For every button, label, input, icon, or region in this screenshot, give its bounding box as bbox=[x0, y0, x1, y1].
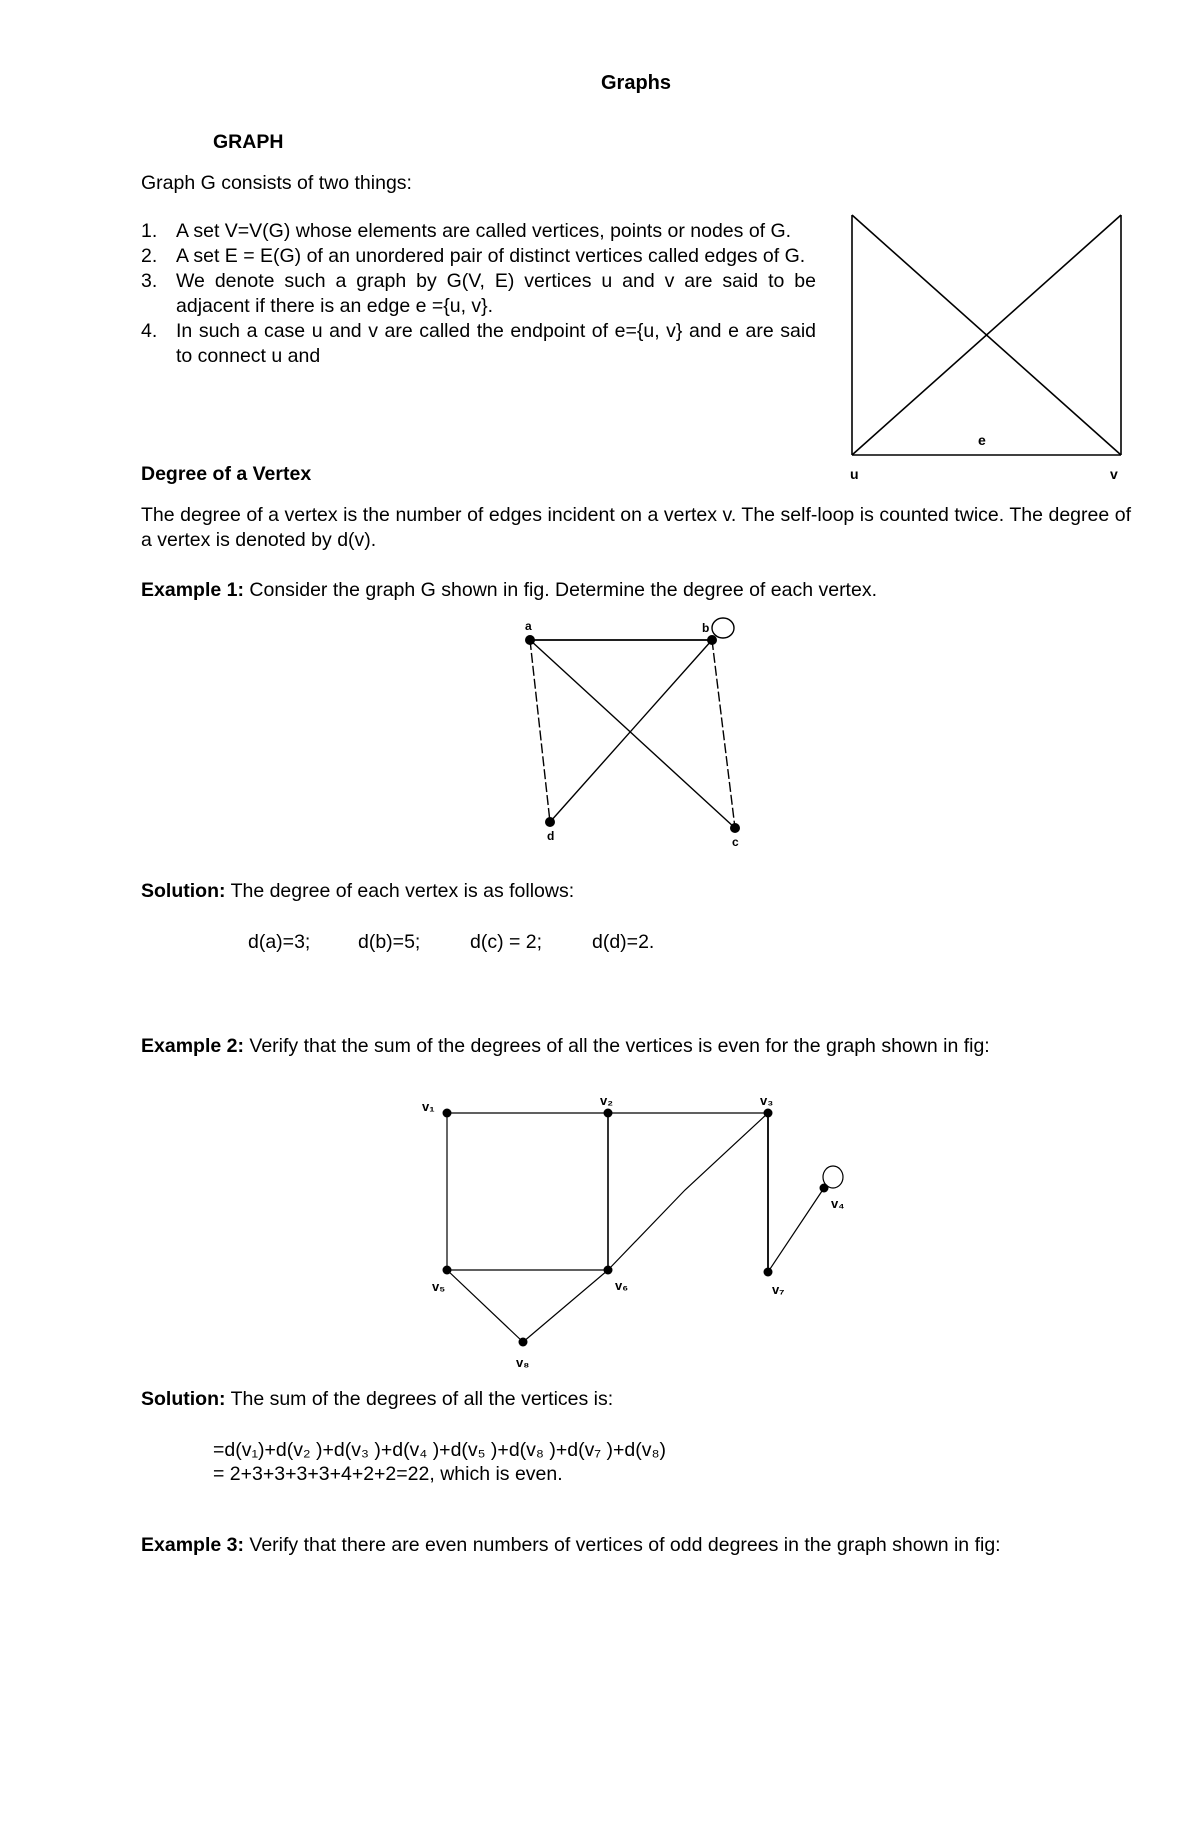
definitions-list bbox=[141, 219, 816, 369]
vertex-label-v7: v₇ bbox=[772, 1282, 785, 1297]
vertex-a bbox=[525, 635, 535, 645]
list-item-text: We denote such a graph by G(V, E) vertices u and v are said to be adjacent if there is an edge e ={u, v}. bbox=[176, 270, 816, 317]
list-number: 1. bbox=[141, 220, 158, 242]
vertex-label-v3: v₃ bbox=[760, 1093, 774, 1108]
self-loop-b bbox=[712, 618, 734, 638]
example1-text: Consider the graph G shown in fig. Determine the degree of each vertex. bbox=[249, 579, 877, 601]
section-heading: GRAPH bbox=[213, 131, 284, 153]
intro-text: Graph G consists of two things: bbox=[141, 172, 412, 194]
degree-definition: The degree of a vertex is the number of edges incident on a vertex v. The self-loop is counted twice. The degree of a vertex is denoted by d(v). bbox=[141, 504, 1131, 551]
edge-a-c bbox=[530, 640, 735, 828]
vertex-label-v6: v₆ bbox=[615, 1278, 629, 1293]
solution2-degree-sum: =d(v₁)+d(v₂ )+d(v₃ )+d(v₄ )+d(v₅ )+d(v₈ )+d(v₇ )+d(v₈) bbox=[213, 1439, 667, 1461]
list-item bbox=[141, 244, 816, 269]
example2-statement bbox=[141, 1034, 990, 1059]
vertex-v5 bbox=[443, 1266, 452, 1275]
list-item-text: In such a case u and v are called the endpoint of e={u, v} and e are said to connect u and bbox=[176, 320, 816, 367]
vertex-label-v8: v₈ bbox=[516, 1355, 530, 1370]
uv-graph-figure bbox=[840, 205, 1130, 495]
page-title: Graphs bbox=[600, 72, 672, 94]
vertex-label-u: u bbox=[850, 466, 859, 482]
solution1-degree-c: d(c) = 2; bbox=[470, 931, 543, 953]
list-item-text: A set V=V(G) whose elements are called vertices, points or nodes of G. bbox=[176, 220, 792, 242]
list-number: 3. bbox=[141, 270, 158, 292]
edge-b-c bbox=[712, 640, 735, 828]
example3-statement bbox=[141, 1533, 1001, 1558]
example2-graph bbox=[420, 1085, 860, 1375]
vertex-v8 bbox=[519, 1338, 528, 1347]
list-number: 4. bbox=[141, 320, 158, 342]
vertex-label-d: d bbox=[547, 829, 555, 843]
vertex-v7 bbox=[764, 1268, 773, 1277]
vertex-v1 bbox=[443, 1109, 452, 1118]
solution2-statement bbox=[141, 1387, 613, 1412]
vertex-v3 bbox=[764, 1109, 773, 1118]
solution1-degree-d: d(d)=2. bbox=[592, 931, 655, 953]
example2-text: Verify that the sum of the degrees of all the vertices is even for the graph shown in fig: bbox=[249, 1035, 990, 1057]
list-item bbox=[141, 319, 816, 369]
list-number: 2. bbox=[141, 245, 158, 267]
vertex-v2 bbox=[604, 1109, 613, 1118]
solution1-statement bbox=[141, 879, 574, 904]
solution2-total: = 2+3+3+3+3+4+2+2=22, which is even. bbox=[213, 1463, 563, 1485]
degree-heading: Degree of a Vertex bbox=[141, 463, 312, 485]
list-item bbox=[141, 269, 816, 319]
vertex-v6 bbox=[604, 1266, 613, 1275]
vertex-d bbox=[545, 817, 555, 827]
vertex-label-v5: v₅ bbox=[432, 1279, 446, 1294]
solution1-text: The degree of each vertex is as follows: bbox=[230, 880, 575, 902]
edge-v6-v8 bbox=[523, 1270, 608, 1342]
vertex-label-a: a bbox=[525, 619, 532, 633]
vertex-label-v2: v₂ bbox=[600, 1093, 614, 1108]
example2-label: Example 2: bbox=[141, 1035, 244, 1057]
vertex-label-v: v bbox=[1110, 466, 1118, 482]
example3-label: Example 3: bbox=[141, 1534, 244, 1556]
vertex-b bbox=[707, 635, 717, 645]
example3-text: Verify that there are even numbers of vertices of odd degrees in the graph shown in fig: bbox=[249, 1534, 1001, 1556]
solution2-text: The sum of the degrees of all the vertices is: bbox=[230, 1388, 614, 1410]
list-item-text: A set E = E(G) of an unordered pair of distinct vertices called edges of G. bbox=[176, 245, 806, 267]
vertex-v4 bbox=[820, 1184, 829, 1193]
solution2-label: Solution: bbox=[141, 1388, 226, 1410]
vertex-c bbox=[730, 823, 740, 833]
edge-b-d bbox=[550, 640, 712, 822]
vertex-label-b: b bbox=[702, 621, 710, 635]
list-item bbox=[141, 219, 816, 244]
edge-label-e: e bbox=[978, 432, 986, 448]
example1-label: Example 1: bbox=[141, 579, 244, 601]
vertex-label-v4: v₄ bbox=[831, 1196, 845, 1211]
example1-graph bbox=[515, 610, 755, 850]
edge-v6-v3 bbox=[608, 1113, 768, 1270]
vertex-label-c: c bbox=[732, 835, 739, 849]
solution1-label: Solution: bbox=[141, 880, 226, 902]
vertex-label-v1: v₁ bbox=[422, 1099, 435, 1114]
edge-v5-v8 bbox=[447, 1270, 523, 1342]
edge-a-d bbox=[530, 640, 550, 822]
edge-v7-v4 bbox=[768, 1188, 824, 1272]
solution1-degree-b: d(b)=5; bbox=[358, 931, 421, 953]
example1-statement bbox=[141, 578, 877, 603]
solution1-degree-a: d(a)=3; bbox=[248, 931, 311, 953]
